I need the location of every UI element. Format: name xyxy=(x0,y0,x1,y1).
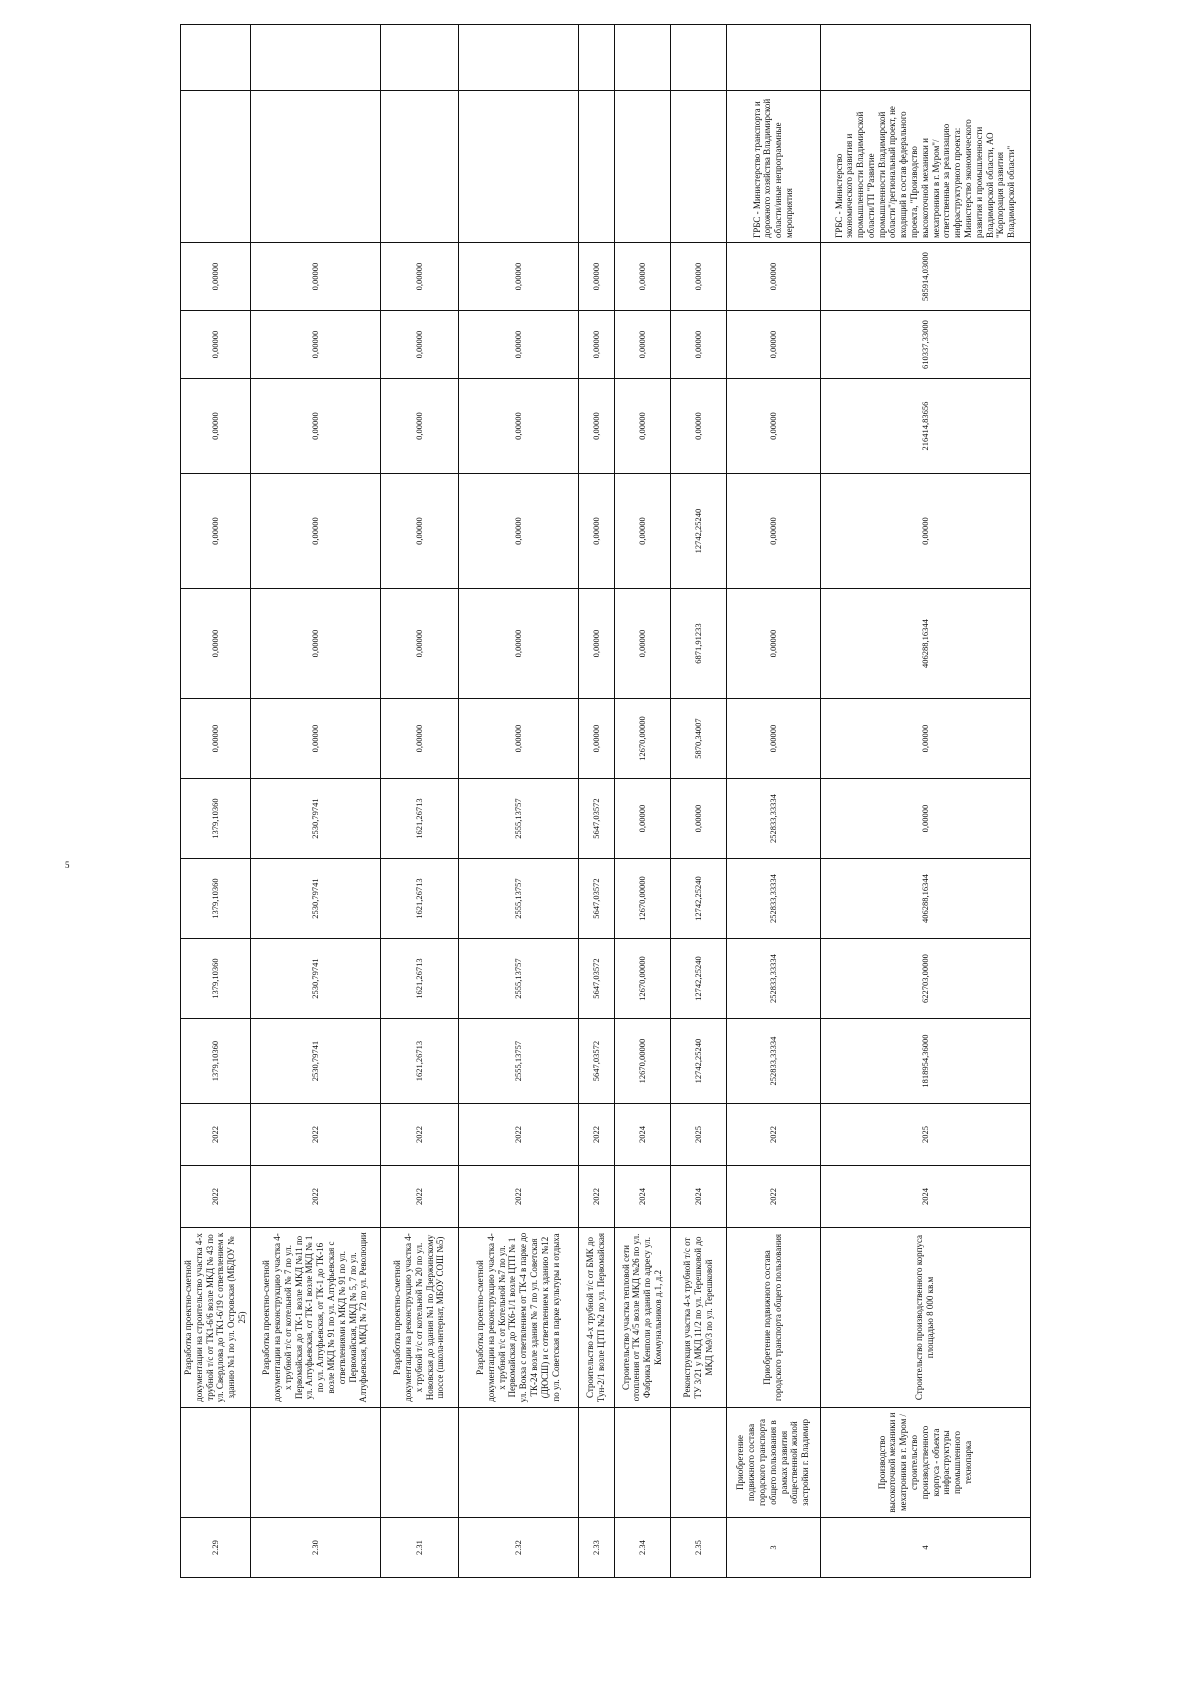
row-number: 2.29 xyxy=(181,1518,251,1578)
activity-name: Разработка проектно-сметной документации на реконструкцию участка 4-х трубной т/с от котельной № 7 по ул. Первомайская до ТК-1 возле МКД №11 по ул. Алтуфьевская, от ТК-1 возле МКД № 1 по ул. Алтуфьевская, от ТК-1 до ТК-16 возле МКД № 91 по ул. Алтуфьевская с ответвлениями к МКД № 91 по ул. Первомайская, МКД № 5, 7 по ул. Алтуфьевская, МКД № 72 по ул. Революции xyxy=(250,1228,380,1408)
start-year: 2024 xyxy=(614,1166,670,1228)
extra-note xyxy=(726,25,820,91)
start-year: 2022 xyxy=(181,1166,251,1228)
table-row xyxy=(250,25,380,1578)
rotated-table-sheet xyxy=(180,98,1024,1578)
table-row xyxy=(820,25,1030,1578)
amount-col-8: 610337,33000 xyxy=(820,311,1030,379)
row-number: 3 xyxy=(726,1518,820,1578)
total-amount: 2530,79741 xyxy=(250,1019,380,1104)
amount-col-5: 0,00000 xyxy=(380,589,458,699)
amount-col-5: 0,00000 xyxy=(578,589,614,699)
amount-col-3: 2555,13757 xyxy=(458,779,578,859)
row-number: 2.31 xyxy=(380,1518,458,1578)
start-year: 2024 xyxy=(820,1166,1030,1228)
total-amount: 252833,33334 xyxy=(726,1019,820,1104)
total-amount: 1818954,36000 xyxy=(820,1019,1030,1104)
amount-col-7: 0,00000 xyxy=(181,379,251,474)
table-row xyxy=(181,25,251,1578)
start-year: 2022 xyxy=(726,1166,820,1228)
start-year: 2022 xyxy=(380,1166,458,1228)
program-name xyxy=(250,1408,380,1518)
amount-col-9: 0,00000 xyxy=(458,243,578,311)
amount-col-6: 0,00000 xyxy=(380,474,458,589)
table-row xyxy=(726,25,820,1578)
activity-name: Строительство 4-х трубной т/с от БМК до Тун-2/1 возле ЦТП №2 по ул. Первомайская xyxy=(578,1228,614,1408)
row-number: 2.32 xyxy=(458,1518,578,1578)
amount-col-1: 12670,00000 xyxy=(614,939,670,1019)
grbs-note xyxy=(250,91,380,243)
amount-col-3: 1379,10360 xyxy=(181,779,251,859)
activity-name: Разработка проектно-сметной документации на реконструкцию участка 4-х трубной т/с от Котельной №7 по ул. Первомайская до ТК6-1/1 возле ЦТП № 1 ул. Вокза с ответвлением от ТК-4 в парке до ТК-24 возле здания № 7 по ул. Советская (ДЮСШ) и с ответвлением к зданию №12 по ул. Советская в парке культуры и отдыха xyxy=(458,1228,578,1408)
amount-col-8: 0,00000 xyxy=(380,311,458,379)
amount-col-8: 0,00000 xyxy=(670,311,726,379)
amount-col-8: 0,00000 xyxy=(578,311,614,379)
row-number: 2.34 xyxy=(614,1518,670,1578)
end-year: 2022 xyxy=(181,1104,251,1166)
amount-col-8: 0,00000 xyxy=(614,311,670,379)
amount-col-6: 0,00000 xyxy=(578,474,614,589)
amount-col-2: 2555,13757 xyxy=(458,859,578,939)
program-name xyxy=(578,1408,614,1518)
extra-note xyxy=(614,25,670,91)
amount-col-4: 0,00000 xyxy=(181,699,251,779)
program-name xyxy=(181,1408,251,1518)
amount-col-8: 0,00000 xyxy=(250,311,380,379)
grbs-note xyxy=(181,91,251,243)
end-year: 2022 xyxy=(380,1104,458,1166)
start-year: 2022 xyxy=(458,1166,578,1228)
amount-col-1: 1621,26713 xyxy=(380,939,458,1019)
table-row xyxy=(458,25,578,1578)
amount-col-4: 0,00000 xyxy=(820,699,1030,779)
amount-col-1: 5647,03572 xyxy=(578,939,614,1019)
table-row xyxy=(670,25,726,1578)
amount-col-3: 1621,26713 xyxy=(380,779,458,859)
activity-name: Приобретение подвижного состава городского транспорта общего пользования xyxy=(726,1228,820,1408)
amount-col-7: 0,00000 xyxy=(578,379,614,474)
program-name xyxy=(614,1408,670,1518)
end-year: 2022 xyxy=(726,1104,820,1166)
grbs-note: ГРБС - Министерство экономического развития и промышленности Владимирской области/ГП "Развитие промышленности Владимирской области"/региональный проект, не входящий в состав федерального проекта, "Производство высокоточной механики и мехатроники в г. Муром"/ответственные за реализацию инфраструктурного проекта: Министерство экономического развития и промышленности Владимирской области, АО "Корпорация развития Владимирской области" xyxy=(820,91,1030,243)
grbs-note xyxy=(614,91,670,243)
amount-col-9: 0,00000 xyxy=(670,243,726,311)
program-name xyxy=(458,1408,578,1518)
grbs-note xyxy=(578,91,614,243)
end-year: 2022 xyxy=(578,1104,614,1166)
amount-col-4: 0,00000 xyxy=(458,699,578,779)
total-amount: 12670,00000 xyxy=(614,1019,670,1104)
amount-col-4: 0,00000 xyxy=(380,699,458,779)
amount-col-6: 0,00000 xyxy=(250,474,380,589)
table-row xyxy=(380,25,458,1578)
extra-note xyxy=(250,25,380,91)
amount-col-9: 0,00000 xyxy=(726,243,820,311)
extra-note xyxy=(670,25,726,91)
funding-table xyxy=(180,24,1031,1578)
amount-col-2: 12670,00000 xyxy=(614,859,670,939)
extra-note xyxy=(181,25,251,91)
amount-col-6: 0,00000 xyxy=(181,474,251,589)
amount-col-2: 2530,79741 xyxy=(250,859,380,939)
amount-col-9: 0,00000 xyxy=(578,243,614,311)
amount-col-2: 406288,16344 xyxy=(820,859,1030,939)
amount-col-4: 5870,34007 xyxy=(670,699,726,779)
grbs-note xyxy=(458,91,578,243)
amount-col-1: 2530,79741 xyxy=(250,939,380,1019)
activity-name: Строительство производственного корпуса площадью 8 000 кв.м xyxy=(820,1228,1030,1408)
row-number: 2.35 xyxy=(670,1518,726,1578)
grbs-note xyxy=(670,91,726,243)
activity-name: Разработка проектно-сметной документации на реконструкцию участка 4-х трубной т/с от котельной № 20 по ул. Нововская до здания №1 по Дзержинскому шоссе (школа-интернат, МБОУ СОШ №5) xyxy=(380,1228,458,1408)
activity-name: Строительство участка тепловой сети отопления от ТК 4/5 возле МКД №26 по ул. Фабрика Кенполи до зданий по адресу ул. Коммунальников д.1, д.2 xyxy=(614,1228,670,1408)
amount-col-6: 0,00000 xyxy=(726,474,820,589)
activity-name: Разработка проектно-сметной документации на строительство участка 4-х трубной т/с от ТК1-6/6 возле МКД № 43 по ул. Свердлова до ТК1-6/19 с ответвлением к зданию №1 по ул. Островская (МБДОУ № 25) xyxy=(181,1228,251,1408)
amount-col-4: 0,00000 xyxy=(250,699,380,779)
program-name: Производство высокоточной механики и мехатроники в г. Муром / строительство производственного корпуса - объекта инфраструктуры промышленного технопарка xyxy=(820,1408,1030,1518)
row-number: 4 xyxy=(820,1518,1030,1578)
amount-col-4: 12670,00000 xyxy=(614,699,670,779)
amount-col-9: 0,00000 xyxy=(380,243,458,311)
total-amount: 12742,25240 xyxy=(670,1019,726,1104)
table-row xyxy=(578,25,614,1578)
amount-col-9: 0,00000 xyxy=(614,243,670,311)
amount-col-3: 0,00000 xyxy=(820,779,1030,859)
total-amount: 1621,26713 xyxy=(380,1019,458,1104)
row-number: 2.33 xyxy=(578,1518,614,1578)
activity-name: Реконструкция участка 4-х трубной т/с от ТУ 3/21 у МКД 11/2 по ул. Терешковой до МКД №9/3 по ул. Терешковой xyxy=(670,1228,726,1408)
row-number: 2.30 xyxy=(250,1518,380,1578)
total-amount: 2555,13757 xyxy=(458,1019,578,1104)
amount-col-4: 0,00000 xyxy=(578,699,614,779)
amount-col-7: 0,00000 xyxy=(614,379,670,474)
amount-col-2: 12742,25240 xyxy=(670,859,726,939)
total-amount: 1379,10360 xyxy=(181,1019,251,1104)
grbs-note xyxy=(380,91,458,243)
amount-col-1: 1379,10360 xyxy=(181,939,251,1019)
amount-col-7: 216414,83656 xyxy=(820,379,1030,474)
amount-col-3: 2530,79741 xyxy=(250,779,380,859)
page-number: 5 xyxy=(65,860,70,870)
amount-col-3: 0,00000 xyxy=(670,779,726,859)
amount-col-2: 1621,26713 xyxy=(380,859,458,939)
amount-col-5: 0,00000 xyxy=(458,589,578,699)
amount-col-7: 0,00000 xyxy=(380,379,458,474)
amount-col-8: 0,00000 xyxy=(458,311,578,379)
end-year: 2022 xyxy=(250,1104,380,1166)
amount-col-3: 0,00000 xyxy=(614,779,670,859)
amount-col-7: 0,00000 xyxy=(250,379,380,474)
amount-col-9: 585914,03000 xyxy=(820,243,1030,311)
amount-col-2: 5647,03572 xyxy=(578,859,614,939)
amount-col-1: 252833,33334 xyxy=(726,939,820,1019)
amount-col-9: 0,00000 xyxy=(181,243,251,311)
amount-col-5: 6871,91233 xyxy=(670,589,726,699)
amount-col-6: 12742,25240 xyxy=(670,474,726,589)
amount-col-3: 252833,33334 xyxy=(726,779,820,859)
start-year: 2022 xyxy=(578,1166,614,1228)
start-year: 2022 xyxy=(250,1166,380,1228)
program-name: Приобретение подвижного состава городского транспорта общего пользования в рамках развития общественной жилой застройки г. Владимир xyxy=(726,1408,820,1518)
end-year: 2022 xyxy=(458,1104,578,1166)
extra-note xyxy=(578,25,614,91)
amount-col-1: 622703,00000 xyxy=(820,939,1030,1019)
amount-col-5: 406288,16344 xyxy=(820,589,1030,699)
amount-col-2: 252833,33334 xyxy=(726,859,820,939)
amount-col-6: 0,00000 xyxy=(820,474,1030,589)
amount-col-7: 0,00000 xyxy=(670,379,726,474)
amount-col-2: 1379,10360 xyxy=(181,859,251,939)
extra-note xyxy=(458,25,578,91)
amount-col-8: 0,00000 xyxy=(726,311,820,379)
amount-col-3: 5647,03572 xyxy=(578,779,614,859)
total-amount: 5647,03572 xyxy=(578,1019,614,1104)
amount-col-6: 0,00000 xyxy=(614,474,670,589)
end-year: 2025 xyxy=(820,1104,1030,1166)
amount-col-4: 0,00000 xyxy=(726,699,820,779)
amount-col-1: 12742,25240 xyxy=(670,939,726,1019)
extra-note xyxy=(380,25,458,91)
amount-col-5: 0,00000 xyxy=(181,589,251,699)
end-year: 2025 xyxy=(670,1104,726,1166)
program-name xyxy=(380,1408,458,1518)
extra-note xyxy=(820,25,1030,91)
table-row xyxy=(614,25,670,1578)
amount-col-7: 0,00000 xyxy=(726,379,820,474)
amount-col-7: 0,00000 xyxy=(458,379,578,474)
amount-col-9: 0,00000 xyxy=(250,243,380,311)
amount-col-1: 2555,13757 xyxy=(458,939,578,1019)
amount-col-8: 0,00000 xyxy=(181,311,251,379)
amount-col-5: 0,00000 xyxy=(614,589,670,699)
amount-col-6: 0,00000 xyxy=(458,474,578,589)
amount-col-5: 0,00000 xyxy=(250,589,380,699)
amount-col-5: 0,00000 xyxy=(726,589,820,699)
grbs-note: ГРБС - Министерство транспорта и дорожного хозяйства Владимирской области/иные непрограммные мероприятия xyxy=(726,91,820,243)
program-name xyxy=(670,1408,726,1518)
end-year: 2024 xyxy=(614,1104,670,1166)
start-year: 2024 xyxy=(670,1166,726,1228)
